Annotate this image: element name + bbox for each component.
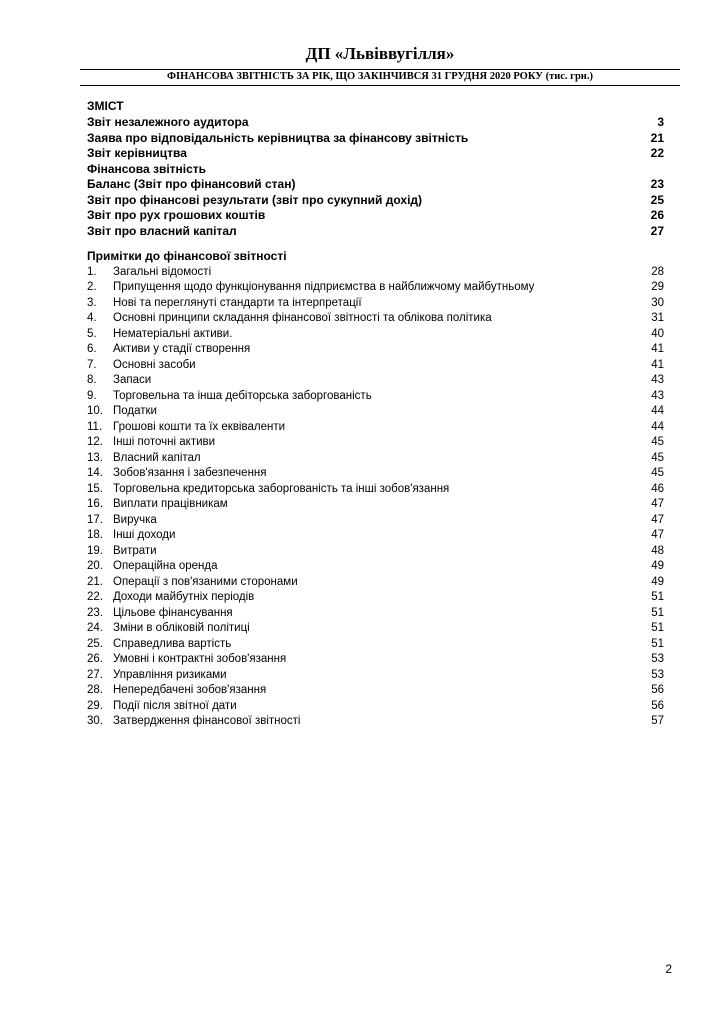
- note-entry-page: 47: [651, 498, 664, 510]
- note-entry-num: 23.: [87, 606, 103, 619]
- note-entry: [87, 482, 664, 498]
- note-entry-num: 30.: [87, 715, 103, 727]
- note-entry-num: 25.: [87, 637, 103, 650]
- note-entry: [87, 699, 664, 715]
- notes-list: [87, 265, 664, 730]
- note-entry-page: 51: [651, 591, 664, 603]
- note-entry-page: 49: [651, 560, 664, 572]
- note-entry-page: 45: [651, 451, 664, 464]
- note-entry-title: Зобов'язання і забезпечення: [113, 467, 267, 479]
- note-entry-page: 43: [651, 374, 664, 386]
- note-entry-title: Запаси: [113, 374, 152, 386]
- contents-entry: [87, 193, 664, 209]
- contents-entry-title: Баланс (Звіт про фінансовий стан): [87, 177, 296, 191]
- contents-entry: [87, 115, 664, 131]
- note-entry-title: Справедлива вартість: [113, 637, 232, 650]
- header-rule-bottom: [80, 85, 680, 86]
- note-entry-title: Активи у стадії створення: [113, 343, 251, 355]
- note-entry-title: Нові та переглянуті стандарти та інтерпретації: [113, 296, 362, 309]
- note-entry-num: 12.: [87, 436, 103, 448]
- note-entry-page: 57: [651, 715, 664, 727]
- note-entry-title: Податки: [113, 405, 157, 417]
- note-entry: [87, 466, 664, 482]
- note-entry-num: 10.: [87, 405, 103, 417]
- note-entry-page: 53: [651, 668, 664, 681]
- note-entry-title: Припущення щодо функціонування підприємства в найближчому майбутньому: [113, 281, 535, 293]
- section-gap: [87, 239, 664, 249]
- note-entry-page: 46: [651, 482, 664, 495]
- note-entry: [87, 389, 664, 405]
- note-entry-page: 44: [651, 405, 664, 417]
- note-entry-title: Витрати: [113, 544, 157, 557]
- contents-entry: [87, 131, 664, 147]
- note-entry: [87, 637, 664, 653]
- contents-entry: [87, 224, 664, 240]
- contents-entry: [87, 208, 664, 224]
- note-entry-page: 49: [651, 575, 664, 588]
- note-entry: [87, 373, 664, 389]
- contents-entry-title: Заява про відповідальність керівництва за фінансову звітність: [87, 130, 469, 145]
- note-entry-page: 44: [651, 420, 664, 433]
- note-entry-page: 56: [651, 699, 664, 712]
- note-entry-num: 7.: [87, 358, 97, 371]
- note-entry: [87, 497, 664, 513]
- note-entry-page: 47: [651, 513, 664, 526]
- contents-entry-title: Звіт про рух грошових коштів: [87, 208, 266, 222]
- note-entry-num: 27.: [87, 668, 103, 681]
- note-entry: [87, 280, 664, 296]
- note-entry-num: 4.: [87, 312, 97, 324]
- note-entry: [87, 311, 664, 327]
- note-entry-page: 51: [651, 637, 664, 650]
- note-entry-title: Грошові кошти та їх еквіваленти: [113, 420, 286, 433]
- note-entry-num: 19.: [87, 544, 103, 557]
- contents-entry-title: Звіт керівництва: [87, 146, 187, 160]
- note-entry: [87, 559, 664, 575]
- report-subtitle: ФІНАНСОВА ЗВІТНІСТЬ ЗА РІК, ЩО ЗАКІНЧИВСЯ 31 ГРУДНЯ 2020 РОКУ (тис. грн.): [167, 71, 593, 82]
- note-entry: [87, 575, 664, 591]
- note-entry-title: Торговельна та інша дебіторська заборгованість: [113, 389, 372, 402]
- contents-entry: [87, 146, 664, 162]
- note-entry-page: 28: [651, 265, 664, 278]
- notes-heading: Примітки до фінансової звітності: [87, 249, 287, 263]
- note-entry: [87, 621, 664, 637]
- note-entry-page: 47: [651, 529, 664, 541]
- page-number: 2: [665, 962, 672, 976]
- contents-entry-page: 21: [650, 130, 664, 145]
- note-entry: [87, 420, 664, 436]
- note-entry-title: Нематеріальні активи.: [113, 327, 233, 340]
- note-entry: [87, 590, 664, 606]
- note-entry: [87, 683, 664, 699]
- note-entry-title: Умовні і контрактні зобов'язання: [113, 653, 287, 665]
- note-entry-num: 13.: [87, 451, 103, 464]
- note-entry-title: Операції з пов'язаними сторонами: [113, 575, 298, 588]
- note-entry-title: Події після звітної дати: [113, 699, 237, 712]
- note-entry-title: Операційна оренда: [113, 560, 218, 572]
- note-entry-num: 28.: [87, 684, 103, 696]
- note-entry-page: 45: [651, 436, 664, 448]
- note-entry-num: 11.: [87, 420, 103, 433]
- note-entry-page: 45: [651, 467, 664, 479]
- contents-entry-page: 3: [657, 115, 664, 129]
- note-entry: [87, 544, 664, 560]
- contents-heading: ЗМІСТ: [87, 99, 124, 113]
- note-entry-num: 8.: [87, 374, 97, 386]
- note-entry: [87, 513, 664, 529]
- note-entry-title: Торговельна кредиторська заборгованість та інші зобов'язання: [113, 482, 450, 495]
- contents-entry: [87, 177, 664, 193]
- note-entry-page: 51: [651, 606, 664, 619]
- note-entry-title: Виручка: [113, 513, 157, 526]
- note-entry: [87, 606, 664, 622]
- note-entry: [87, 342, 664, 358]
- note-entry-title: Управління ризиками: [113, 668, 227, 681]
- note-entry-page: 41: [651, 358, 664, 371]
- contents-entry-page: 23: [650, 177, 664, 191]
- note-entry: [87, 652, 664, 668]
- note-entry-num: 1.: [87, 265, 97, 278]
- company-title: ДП «Львіввугілля»: [305, 44, 455, 63]
- contents-entry-title: Фінансова звітність: [87, 161, 207, 176]
- note-entry-title: Непередбачені зобов'язання: [113, 684, 267, 696]
- note-entry-title: Основні засоби: [113, 358, 196, 371]
- contents-entry-page: 25: [650, 192, 664, 207]
- note-entry-num: 2.: [87, 281, 97, 293]
- note-entry: [87, 327, 664, 343]
- note-entry-num: 22.: [87, 591, 103, 603]
- note-entry-num: 17.: [87, 513, 103, 526]
- note-entry-num: 24.: [87, 622, 103, 634]
- note-entry-num: 15.: [87, 482, 103, 495]
- note-entry-title: Доходи майбутніх періодів: [113, 591, 255, 603]
- note-entry-num: 5.: [87, 327, 97, 340]
- note-entry-title: Зміни в обліковій політиці: [113, 622, 250, 634]
- note-entry-num: 14.: [87, 467, 103, 479]
- note-entry-page: 41: [651, 343, 664, 355]
- note-entry-title: Основні принципи складання фінансової звітності та облікова політика: [113, 312, 492, 324]
- note-entry-num: 9.: [87, 389, 97, 402]
- note-entry-num: 6.: [87, 343, 97, 355]
- note-entry-page: 31: [651, 312, 664, 324]
- note-entry-page: 48: [651, 544, 664, 557]
- note-entry: [87, 668, 664, 684]
- note-entry-num: 20.: [87, 560, 103, 572]
- note-entry: [87, 358, 664, 374]
- note-entry: [87, 451, 664, 467]
- note-entry-page: 51: [651, 622, 664, 634]
- table-of-contents: [87, 98, 664, 730]
- note-entry-page: 30: [651, 296, 664, 309]
- note-entry: [87, 435, 664, 451]
- note-entry-page: 29: [651, 281, 664, 293]
- note-entry-num: 29.: [87, 699, 103, 712]
- note-entry: [87, 528, 664, 544]
- note-entry-title: Загальні відомості: [113, 265, 212, 278]
- note-entry-page: 40: [651, 327, 664, 340]
- note-entry: [87, 296, 664, 312]
- contents-entry-page: 27: [650, 223, 664, 238]
- contents-list: [87, 115, 664, 239]
- note-entry-num: 26.: [87, 653, 103, 665]
- note-entry-title: Інші доходи: [113, 529, 176, 541]
- contents-entry: [87, 162, 664, 178]
- note-entry-title: Затвердження фінансової звітності: [113, 715, 301, 727]
- note-entry-page: 53: [651, 653, 664, 665]
- note-entry-num: 18.: [87, 529, 103, 541]
- note-entry: [87, 714, 664, 730]
- note-entry-page: 43: [651, 389, 664, 402]
- contents-entry-title: Звіт про власний капітал: [87, 223, 237, 238]
- note-entry-title: Інші поточні активи: [113, 436, 216, 448]
- note-entry-page: 56: [651, 684, 664, 696]
- note-entry-title: Виплати працівникам: [113, 498, 228, 510]
- note-entry: [87, 265, 664, 281]
- contents-entry-page: 26: [650, 208, 664, 222]
- contents-entry-title: Звіт незалежного аудитора: [87, 115, 249, 129]
- note-entry-num: 3.: [87, 296, 97, 309]
- note-entry-num: 16.: [87, 498, 103, 510]
- note-entry-title: Власний капітал: [113, 451, 201, 464]
- note-entry: [87, 404, 664, 420]
- note-entry-title: Цільове фінансування: [113, 606, 233, 619]
- contents-entry-page: 22: [650, 146, 664, 160]
- note-entry-num: 21.: [87, 575, 103, 588]
- contents-entry-title: Звіт про фінансові результати (звіт про сукупний дохід): [87, 192, 423, 207]
